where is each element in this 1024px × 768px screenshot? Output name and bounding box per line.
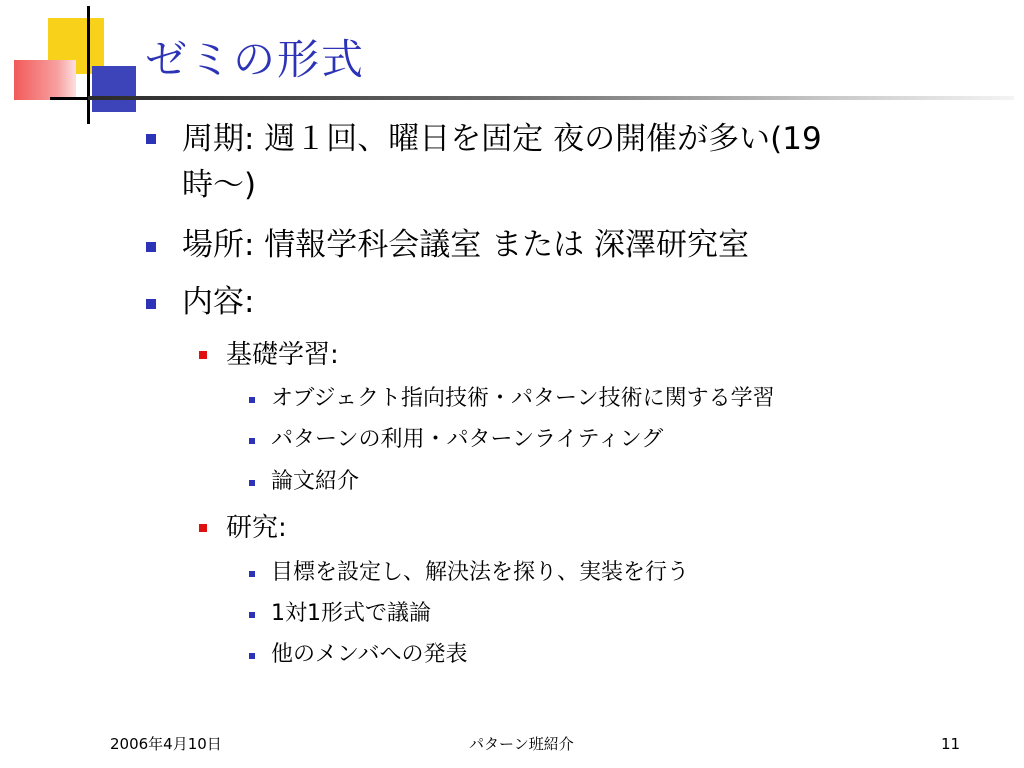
bullet-text-line1: 周期: 週１回、曜日を固定 夜の開催が多い(19	[182, 121, 822, 157]
bullet-square-icon	[146, 242, 156, 252]
bullet-square-icon	[249, 612, 255, 618]
bullet-square-icon	[146, 134, 156, 144]
bullet-square-icon	[249, 397, 255, 403]
bullet-square-icon	[249, 571, 255, 577]
bullet-text: 内容:	[182, 284, 255, 320]
bullet-text: 場所: 情報学科会議室 または 深澤研究室	[182, 227, 750, 263]
bullet-text: 他のメンバへの発表	[271, 642, 468, 667]
footer-title: パターン班紹介	[469, 735, 574, 753]
footer-page-number: 11	[941, 735, 961, 753]
bullet-text: 研究:	[226, 513, 287, 543]
bullet-square-icon	[146, 299, 156, 309]
bullet-square-icon	[249, 653, 255, 659]
bullet-text: パターンの利用・パターンライティング	[271, 427, 664, 452]
footer-date: 2006年4月10日	[110, 735, 222, 753]
bullet-text: オブジェクト指向技術・パターン技術に関する学習	[271, 386, 775, 411]
bullet-text-line2: 時～)	[182, 167, 257, 203]
bullet-text: 論文紹介	[271, 469, 360, 494]
bullet-text: 1対1形式で議論	[271, 601, 431, 626]
bullet-text: 基礎学習:	[226, 340, 339, 370]
bullet-square-icon	[199, 351, 207, 359]
bullet-square-icon	[199, 524, 207, 532]
bullet-square-icon	[249, 438, 255, 444]
bullet-text: 目標を設定し、解決法を探り、実装を行う	[271, 560, 690, 585]
slide-title: ゼミの形式	[145, 35, 366, 84]
bullet-square-icon	[249, 480, 255, 486]
